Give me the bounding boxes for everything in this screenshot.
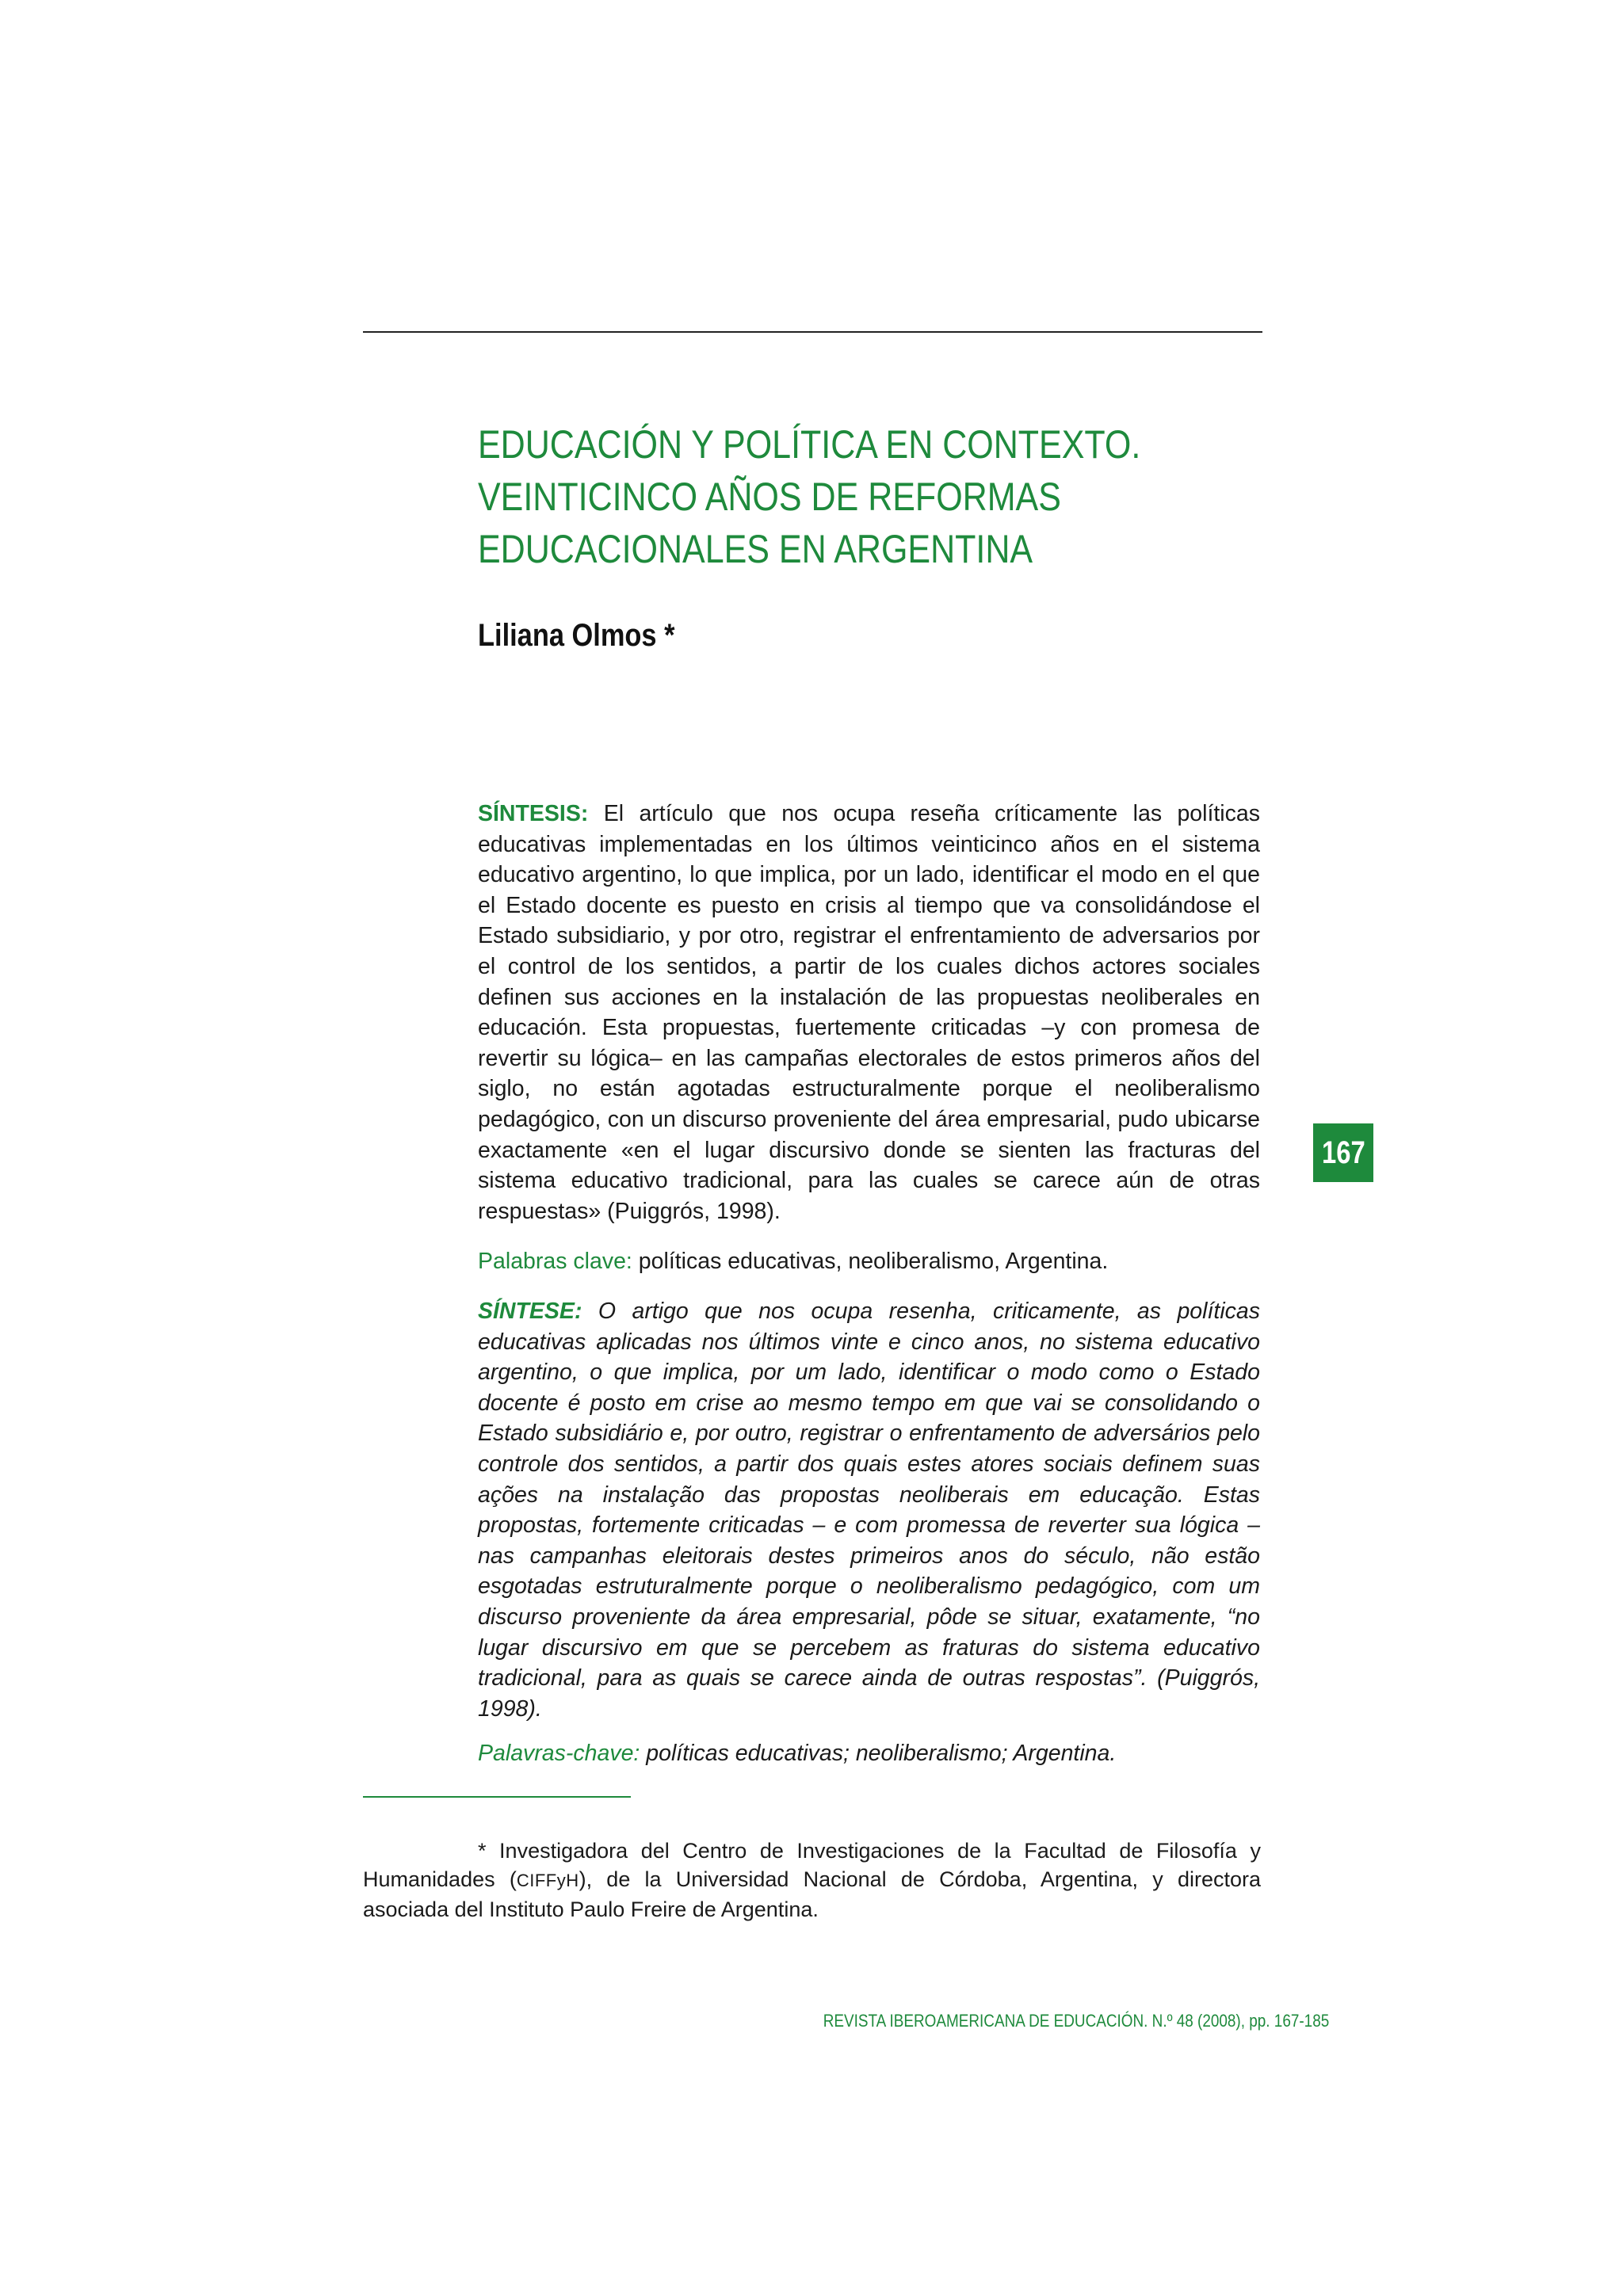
abstract-spanish <box>478 799 1260 1226</box>
abstract-portuguese-label: SÍNTESE: <box>478 1299 582 1324</box>
keywords-portuguese-label: Palavras-chave: <box>478 1741 640 1766</box>
footnote-acronym: CIFFyH <box>516 1871 579 1890</box>
author-footnote <box>363 1836 1261 1924</box>
footnote-text-after: ), de la Universidad Nacional de Córdoba, Argentina, y directora asociada del Instituto Paulo Freire de Argentina. <box>363 1867 1261 1921</box>
abstract-spanish-label: SÍNTESIS: <box>478 801 589 826</box>
footnote-text-before: * Investigadora del Centro de Investigaciones de la Facultad de Filosofía y Humanidades ( <box>363 1839 1261 1891</box>
abstract-portuguese <box>478 1296 1260 1724</box>
keywords-portuguese <box>478 1738 1260 1769</box>
keywords-spanish <box>478 1246 1260 1277</box>
article-title-line-2: VEINTICINCO AÑOS DE REFORMAS <box>478 475 1061 519</box>
page-number-badge <box>1313 1123 1373 1182</box>
keywords-portuguese-text: políticas educativas; neoliberalismo; Argentina. <box>646 1741 1117 1766</box>
article-title-line-3: EDUCACIONALES EN ARGENTINA <box>478 527 1033 571</box>
keywords-spanish-label: Palabras clave: <box>478 1249 632 1274</box>
journal-footer: REVISTA IBEROAMERICANA DE EDUCACIÓN. N.º 48 (2008), pp. 167-185 <box>823 2011 1330 2031</box>
abstract-portuguese-text: O artigo que nos ocupa resenha, criticamente, as políticas educativas aplicadas nos últimos vinte e cinco anos, no sistema educativo argentino, o que implica, por um lado, identificar o modo como o Estado docente é posto em crise ao mesmo tempo em que vai se consolidando o Estado subsidiário e, por outro, registrar o enfrentamento de adversários pelo controle dos sentidos, a partir dos quais estes atores sociais definem suas ações na instalação das propostas neoliberais em educação. Estas propostas, fortemente criticadas – e com promessa de reverter sua lógica – nas campanhas eleitorais destes primeiros anos do século, não estão esgotadas estruturalmente porque o neoliberalismo pedagógico, com um discurso proveniente da área empresarial, pôde se situar, exatamente, “no lugar discursivo em que se percebem as fraturas do sistema educativo tradicional, para as quais se carece ainda de outras respostas”. (Puiggrós, 1998). <box>478 1299 1261 1722</box>
keywords-spanish-text: políticas educativas, neoliberalismo, Argentina. <box>638 1249 1109 1274</box>
abstract-spanish-text: El artículo que nos ocupa reseña críticamente las políticas educativas implementadas en los últimos veinticinco años en el sistema educativo argentino, lo que implica, por un lado, identificar el modo en el que el Estado docente es puesto en crisis al tiempo que va consolidándose el Estado subsidiario, y por otro, registrar el enfrentamiento de adversarios por el control de los sentidos, a partir de los cuales dichos actores sociales definen sus acciones en la instalación de las propuestas neoliberales en educación. Esta propuestas, fuertemente criticadas –y con promesa de revertir su lógica– en las campañas electorales de estos primeros años del siglo, no están agotadas estructuralmente porque el neoliberalismo pedagógico, con un discurso proveniente del área empresarial, pudo ubicarse exactamente «en el lugar discursivo donde se sienten las fracturas del sistema educativo tradicional, para las cuales se carece aún de otras respuestas» (Puiggrós, 1998). <box>478 801 1260 1224</box>
page-number: 167 <box>1321 1135 1365 1170</box>
article-title-line-1: EDUCACIÓN Y POLÍTICA EN CONTEXTO. <box>478 422 1141 467</box>
article-author: Liliana Olmos * <box>478 618 675 653</box>
footnote-rule <box>363 1796 631 1798</box>
article-title <box>478 418 1146 575</box>
header-rule <box>363 331 1262 333</box>
